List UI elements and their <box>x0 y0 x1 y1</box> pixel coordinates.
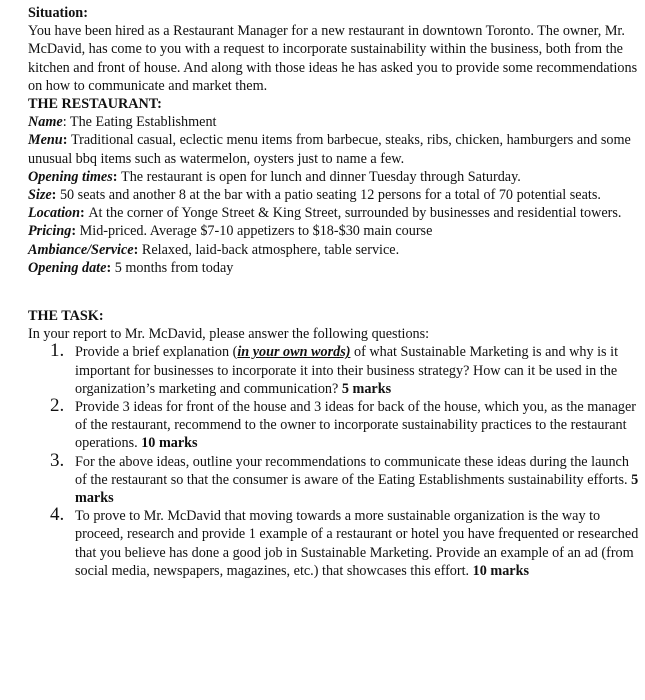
field-opening-date-label: Opening date <box>28 259 107 276</box>
field-menu-value: Traditional casual, eclectic menu items from barbecue, steaks, ribs, chicken, hamburgers and some unusual bbq items such as watermelon, oysters just to name a few. <box>28 132 631 167</box>
field-size: Size: 50 seats and another 8 at the bar with a patio seating 12 persons for a total of 70 potential seats. <box>28 187 601 204</box>
question-list <box>28 340 640 580</box>
field-name-value: The Eating Establishment <box>69 114 217 131</box>
question-marks: 10 marks <box>141 435 198 452</box>
field-opening-times: Opening times: The restaurant is open for lunch and dinner Tuesday through Saturday. <box>28 168 521 185</box>
field-menu: Menu: Traditional casual, eclectic menu items from barbecue, steaks, ribs, chicken, hamburgers and some unusual bbq items such as watermelon, oysters just to name a few. <box>28 132 631 167</box>
task-intro: In your report to Mr. McDavid, please answer the following questions: <box>28 326 430 343</box>
question-item: 4. To prove to Mr. McDavid that moving towards a more sustainable organization is the way to proceed, research and provide 1 example of a restaurant or hotel you have frequented or researched that you believe has done a good job in Sustainable Marketing. Provide an example of an ad (from social media, newspapers, magazines, etc.) that showcases this effort. 10 marks <box>50 504 639 579</box>
question-emphasis: in your own words) <box>237 344 351 361</box>
field-pricing: Pricing: Mid-priced. Average $7-10 appetizers to $18-$30 main course <box>28 223 433 240</box>
field-name: Name: The Eating Establishment <box>28 114 217 131</box>
field-size-label: Size <box>28 187 52 204</box>
field-menu-label: Menu <box>28 132 63 149</box>
question-number: 1. <box>50 340 65 362</box>
question-marks: 5 marks <box>75 471 639 507</box>
field-opening-date: Opening date: 5 months from today <box>28 259 234 276</box>
section-spacer <box>28 277 640 307</box>
field-pricing-label: Pricing <box>28 223 72 240</box>
question-item: 3. For the above ideas, outline your recommendations to communicate these ideas during the launch of the restaurant so that the consumer is aware of the Eating Establishments sustainability efforts. 5 marks <box>50 449 639 507</box>
field-ambiance: Ambiance/Service: Relaxed, laid-back atmosphere, table service. <box>28 241 400 258</box>
task-heading: THE TASK: <box>28 308 104 325</box>
field-location-label: Location <box>28 205 81 222</box>
situation-paragraph: You have been hired as a Restaurant Manager for a new restaurant in downtown Toronto. The owner, Mr. McDavid, has come to you with a request to incorporate sustainability within the business, both from the kitchen and front of house. And along with those ideas he has asked you to provide some recommendations on how to communicate and market them. <box>28 23 638 94</box>
field-ambiance-label: Ambiance/Service <box>28 241 134 258</box>
question-number: 3. <box>50 449 65 471</box>
question-item: 1. Provide a brief explanation (in your own words) of what Sustainable Marketing is and why is it important for businesses to incorporate it into their business strategy? How can it be used in the organization’s marketing and communication? 5 marks <box>50 340 619 397</box>
field-opening-times-label: Opening times <box>28 168 113 185</box>
field-opening-date-value: 5 months from today <box>114 259 234 276</box>
field-name-label: Name <box>28 114 63 131</box>
field-location-value: At the corner of Yonge Street & King Street, surrounded by businesses and residential towers. <box>88 205 622 222</box>
field-location: Location: At the corner of Yonge Street & King Street, surrounded by businesses and residential towers. <box>28 205 622 222</box>
field-ambiance-value: Relaxed, laid-back atmosphere, table service. <box>141 241 400 258</box>
situation-heading: Situation: <box>28 5 88 21</box>
question-item: 2. Provide 3 ideas for front of the house and 3 ideas for back of the house, which you, as the manager of the restaurant, recommend to the owner to incorporate sustainability practices to the restaurant operations. 10 marks <box>50 395 637 452</box>
question-marks: 10 marks <box>472 562 530 579</box>
field-opening-times-value: The restaurant is open for lunch and dinner Tuesday through Saturday. <box>121 168 521 185</box>
restaurant-heading: THE RESTAURANT: <box>28 96 162 113</box>
field-size-value: 50 seats and another 8 at the bar with a patio seating 12 persons for a total of 70 potential seats. <box>59 187 601 204</box>
field-pricing-value: Mid-priced. Average $7-10 appetizers to $18-$30 main course <box>79 223 433 240</box>
question-marks: 5 marks <box>341 380 392 397</box>
question-number: 4. <box>50 504 65 526</box>
assignment-document <box>28 4 640 580</box>
question-number: 2. <box>50 395 65 417</box>
